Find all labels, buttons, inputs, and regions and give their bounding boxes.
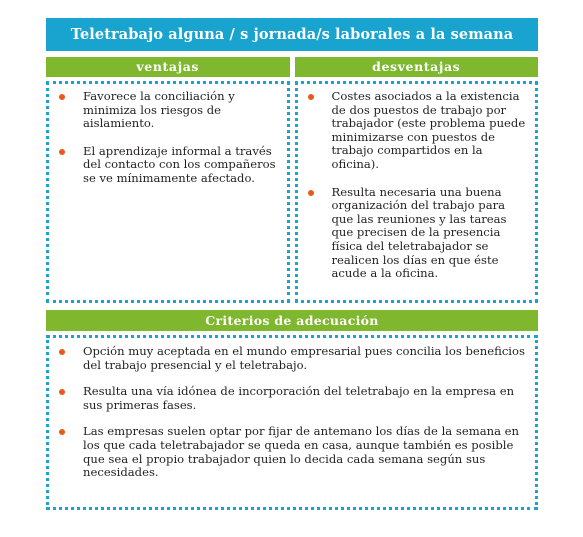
ventajas-box — [46, 81, 290, 303]
criterios-box — [46, 335, 538, 510]
pros-cons-columns — [46, 57, 538, 303]
ventajas-item-text: Favorece la conciliación y minimiza los riesgos de aislamiento. — [83, 89, 235, 131]
page-title: Teletrabajo alguna / s jornada/s laborales a la semana — [46, 18, 538, 51]
desventajas-list — [306, 90, 528, 281]
ventajas-heading: ventajas — [46, 57, 290, 77]
desventajas-item — [306, 186, 528, 281]
teletrabajo-panel — [46, 18, 538, 510]
criterios-list — [57, 345, 527, 480]
desventajas-item-text: Resulta necesaria una buena organización del trabajo para que las reuniones y las tareas que precisen de la presencia física del teletrabajador se realicen los días en que éste acude a la oficina. — [331, 184, 507, 281]
ventajas-item — [57, 90, 279, 131]
ventajas-item-text: El aprendizaje informal a través del contacto con los compañeros se ve mínimamente afectado. — [83, 143, 276, 185]
desventajas-item-text: Costes asociados a la existencia de dos puestos de trabajo por trabajador (este problema puede minimizarse con puestos de trabajo compartidos en la oficina). — [331, 89, 526, 171]
desventajas-heading: desventajas — [295, 57, 539, 77]
criterios-item-text: Resulta una vía idónea de incorporación del teletrabajo en la empresa en sus primeras fases. — [83, 384, 515, 412]
criterios-item-text: Las empresas suelen optar por fijar de antemano los días de la semana en los que cada teletrabajador se queda en casa, aunque también es posible que sea el propio trabajador quien lo decida cada semana según sus necesidades. — [83, 424, 520, 480]
criterios-item — [57, 385, 527, 412]
ventajas-item — [57, 145, 279, 186]
bullet-dot-icon — [59, 94, 65, 100]
desventajas-item — [306, 90, 528, 172]
criterios-item-text: Opción muy aceptada en el mundo empresarial pues concilia los beneficios del trabajo presencial y el teletrabajo. — [83, 344, 525, 372]
bullet-dot-icon — [59, 389, 65, 395]
criterios-section — [46, 310, 538, 510]
bullet-dot-icon — [308, 190, 314, 196]
bullet-dot-icon — [59, 149, 65, 155]
criterios-item — [57, 425, 527, 479]
desventajas-box — [295, 81, 539, 303]
desventajas-column — [295, 57, 539, 303]
criterios-heading: Criterios de adecuación — [46, 310, 538, 331]
bullet-dot-icon — [308, 94, 314, 100]
bullet-dot-icon — [59, 429, 65, 435]
ventajas-column — [46, 57, 290, 303]
bullet-dot-icon — [59, 349, 65, 355]
criterios-item — [57, 345, 527, 372]
ventajas-list — [57, 90, 279, 186]
